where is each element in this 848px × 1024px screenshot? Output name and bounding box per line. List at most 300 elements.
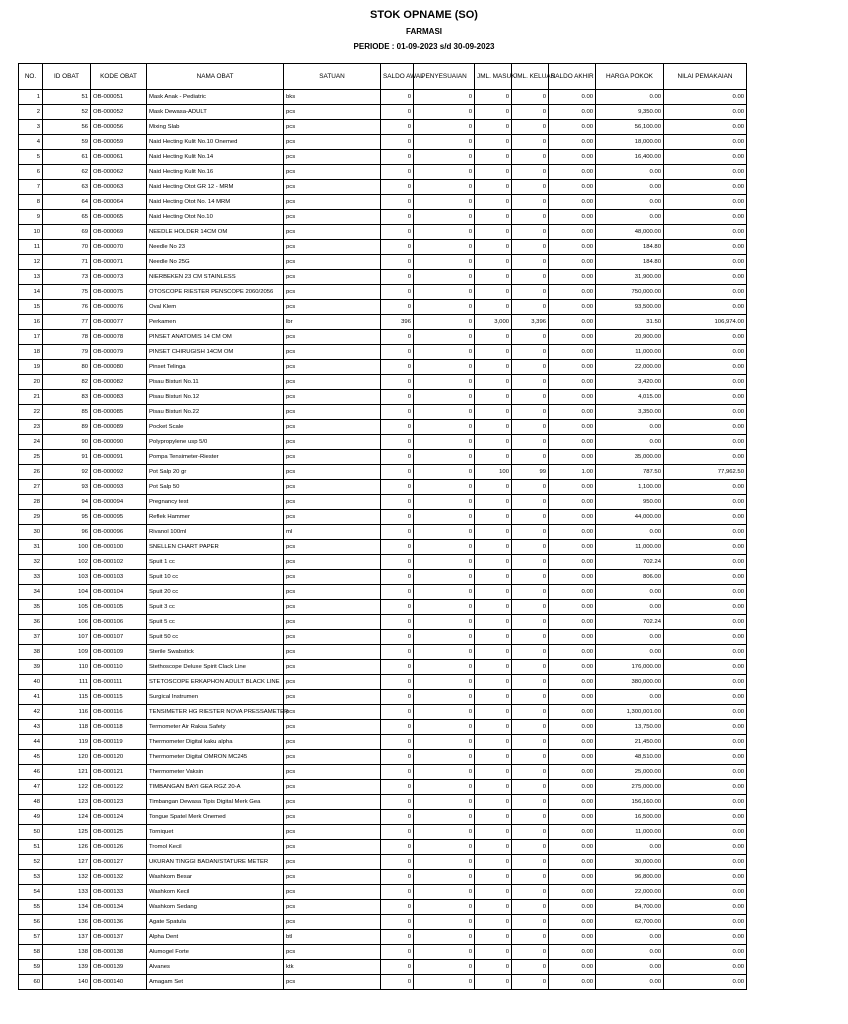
nama-obat-cell: Alpha Dent <box>147 930 284 945</box>
jml-keluar-cell: 0 <box>512 180 549 195</box>
nama-obat-cell: PINSET CHIRUGISH 14CM OM <box>147 345 284 360</box>
saldo-akhir-cell: 0.00 <box>549 405 596 420</box>
jml-masuk-cell: 0 <box>475 435 512 450</box>
kode-obat-cell: OB-000083 <box>91 390 147 405</box>
nilai-pemakaian-cell: 0.00 <box>664 105 747 120</box>
jml-keluar-cell: 99 <box>512 465 549 480</box>
jml-keluar-cell: 0 <box>512 630 549 645</box>
penyesuaian-cell: 0 <box>414 660 475 675</box>
id-obat-cell: 77 <box>43 315 91 330</box>
penyesuaian-cell: 0 <box>414 915 475 930</box>
satuan-cell: pcs <box>284 330 381 345</box>
table-row <box>19 900 747 915</box>
penyesuaian-cell: 0 <box>414 525 475 540</box>
nama-obat-cell: NIERBEKEN 23 CM STAINLESS <box>147 270 284 285</box>
penyesuaian-cell: 0 <box>414 900 475 915</box>
jml-masuk-cell: 0 <box>475 540 512 555</box>
nilai-pemakaian-cell: 0.00 <box>664 945 747 960</box>
nilai-pemakaian-cell: 0.00 <box>664 345 747 360</box>
satuan-cell: pcs <box>284 510 381 525</box>
jml-masuk-cell: 0 <box>475 165 512 180</box>
penyesuaian-cell: 0 <box>414 240 475 255</box>
saldo-akhir-cell: 0.00 <box>549 735 596 750</box>
id-obat-cell: 76 <box>43 300 91 315</box>
penyesuaian-cell: 0 <box>414 255 475 270</box>
satuan-cell: pcs <box>284 780 381 795</box>
saldo-akhir-cell: 0.00 <box>549 480 596 495</box>
table-row <box>19 705 747 720</box>
penyesuaian-cell: 0 <box>414 165 475 180</box>
saldo-akhir-cell: 0.00 <box>549 705 596 720</box>
jml-keluar-cell: 0 <box>512 855 549 870</box>
saldo-akhir-cell: 0.00 <box>549 630 596 645</box>
jml-masuk-cell: 0 <box>475 735 512 750</box>
saldo-awal-cell: 0 <box>381 735 414 750</box>
id-obat-cell: 56 <box>43 120 91 135</box>
harga-pokok-cell: 806.00 <box>596 570 664 585</box>
saldo-awal-cell: 0 <box>381 180 414 195</box>
harga-pokok-cell: 702.24 <box>596 555 664 570</box>
saldo-awal-cell: 0 <box>381 675 414 690</box>
penyesuaian-cell: 0 <box>414 975 475 990</box>
jml-masuk-cell: 0 <box>475 135 512 150</box>
table-row <box>19 930 747 945</box>
column-header: SALDO AKHIR <box>549 64 596 90</box>
nilai-pemakaian-cell: 0.00 <box>664 375 747 390</box>
kode-obat-cell: OB-000052 <box>91 105 147 120</box>
satuan-cell: pcs <box>284 480 381 495</box>
penyesuaian-cell: 0 <box>414 585 475 600</box>
id-obat-cell: 133 <box>43 885 91 900</box>
saldo-akhir-cell: 0.00 <box>549 210 596 225</box>
penyesuaian-cell: 0 <box>414 735 475 750</box>
satuan-cell: pcs <box>284 495 381 510</box>
table-row <box>19 765 747 780</box>
harga-pokok-cell: 3,350.00 <box>596 405 664 420</box>
nilai-pemakaian-cell: 0.00 <box>664 780 747 795</box>
nilai-pemakaian-cell: 0.00 <box>664 495 747 510</box>
id-obat-cell: 79 <box>43 345 91 360</box>
kode-obat-cell: OB-000073 <box>91 270 147 285</box>
id-obat-cell: 120 <box>43 750 91 765</box>
nilai-pemakaian-cell: 0.00 <box>664 975 747 990</box>
satuan-cell: pcs <box>284 450 381 465</box>
saldo-awal-cell: 0 <box>381 615 414 630</box>
kode-obat-cell: OB-000124 <box>91 810 147 825</box>
harga-pokok-cell: 0.00 <box>596 630 664 645</box>
row-number-cell: 56 <box>19 915 43 930</box>
table-body <box>19 90 747 990</box>
jml-masuk-cell: 0 <box>475 960 512 975</box>
saldo-awal-cell: 0 <box>381 420 414 435</box>
saldo-awal-cell: 0 <box>381 630 414 645</box>
harga-pokok-cell: 750,000.00 <box>596 285 664 300</box>
harga-pokok-cell: 11,000.00 <box>596 825 664 840</box>
jml-masuk-cell: 0 <box>475 150 512 165</box>
table-row <box>19 870 747 885</box>
row-number-cell: 23 <box>19 420 43 435</box>
jml-masuk-cell: 100 <box>475 465 512 480</box>
kode-obat-cell: OB-000090 <box>91 435 147 450</box>
nama-obat-cell: Spuit 5 cc <box>147 615 284 630</box>
penyesuaian-cell: 0 <box>414 420 475 435</box>
saldo-akhir-cell: 0.00 <box>549 945 596 960</box>
jml-masuk-cell: 0 <box>475 420 512 435</box>
jml-keluar-cell: 0 <box>512 525 549 540</box>
penyesuaian-cell: 0 <box>414 510 475 525</box>
jml-keluar-cell: 0 <box>512 495 549 510</box>
id-obat-cell: 89 <box>43 420 91 435</box>
id-obat-cell: 125 <box>43 825 91 840</box>
row-number-cell: 1 <box>19 90 43 105</box>
id-obat-cell: 70 <box>43 240 91 255</box>
nilai-pemakaian-cell: 0.00 <box>664 660 747 675</box>
jml-keluar-cell: 0 <box>512 540 549 555</box>
column-header: SALDO AWAL <box>381 64 414 90</box>
penyesuaian-cell: 0 <box>414 315 475 330</box>
jml-masuk-cell: 0 <box>475 345 512 360</box>
jml-masuk-cell: 0 <box>475 690 512 705</box>
jml-keluar-cell: 0 <box>512 945 549 960</box>
table-row <box>19 270 747 285</box>
penyesuaian-cell: 0 <box>414 675 475 690</box>
saldo-akhir-cell: 0.00 <box>549 270 596 285</box>
satuan-cell: pcs <box>284 555 381 570</box>
nilai-pemakaian-cell: 0.00 <box>664 870 747 885</box>
id-obat-cell: 65 <box>43 210 91 225</box>
row-number-cell: 18 <box>19 345 43 360</box>
kode-obat-cell: OB-000111 <box>91 675 147 690</box>
jml-masuk-cell: 0 <box>475 510 512 525</box>
jml-keluar-cell: 0 <box>512 375 549 390</box>
column-header: NAMA OBAT <box>147 64 284 90</box>
satuan-cell: pcs <box>284 120 381 135</box>
nama-obat-cell: Reflek Hammer <box>147 510 284 525</box>
saldo-akhir-cell: 0.00 <box>549 450 596 465</box>
nama-obat-cell: Tromol Kecil <box>147 840 284 855</box>
saldo-awal-cell: 0 <box>381 255 414 270</box>
nama-obat-cell: Surgical Instrumen <box>147 690 284 705</box>
id-obat-cell: 137 <box>43 930 91 945</box>
jml-keluar-cell: 0 <box>512 330 549 345</box>
jml-masuk-cell: 0 <box>475 855 512 870</box>
jml-keluar-cell: 0 <box>512 780 549 795</box>
kode-obat-cell: OB-000126 <box>91 840 147 855</box>
jml-keluar-cell: 0 <box>512 690 549 705</box>
penyesuaian-cell: 0 <box>414 465 475 480</box>
penyesuaian-cell: 0 <box>414 285 475 300</box>
id-obat-cell: 105 <box>43 600 91 615</box>
jml-keluar-cell: 0 <box>512 960 549 975</box>
nilai-pemakaian-cell: 0.00 <box>664 645 747 660</box>
nilai-pemakaian-cell: 0.00 <box>664 180 747 195</box>
nilai-pemakaian-cell: 0.00 <box>664 900 747 915</box>
table-row <box>19 135 747 150</box>
saldo-awal-cell: 0 <box>381 645 414 660</box>
kode-obat-cell: OB-000061 <box>91 150 147 165</box>
row-number-cell: 59 <box>19 960 43 975</box>
jml-keluar-cell: 0 <box>512 105 549 120</box>
harga-pokok-cell: 18,000.00 <box>596 135 664 150</box>
satuan-cell: pcs <box>284 270 381 285</box>
penyesuaian-cell: 0 <box>414 780 475 795</box>
harga-pokok-cell: 11,000.00 <box>596 540 664 555</box>
harga-pokok-cell: 184.80 <box>596 255 664 270</box>
jml-keluar-cell: 0 <box>512 810 549 825</box>
saldo-akhir-cell: 0.00 <box>549 285 596 300</box>
id-obat-cell: 73 <box>43 270 91 285</box>
jml-masuk-cell: 0 <box>475 210 512 225</box>
saldo-awal-cell: 0 <box>381 840 414 855</box>
row-number-cell: 7 <box>19 180 43 195</box>
saldo-akhir-cell: 0.00 <box>549 900 596 915</box>
nilai-pemakaian-cell: 0.00 <box>664 615 747 630</box>
kode-obat-cell: OB-000125 <box>91 825 147 840</box>
nama-obat-cell: Rivanol 100ml <box>147 525 284 540</box>
id-obat-cell: 80 <box>43 360 91 375</box>
kode-obat-cell: OB-000140 <box>91 975 147 990</box>
jml-masuk-cell: 0 <box>475 285 512 300</box>
table-row <box>19 90 747 105</box>
nama-obat-cell: Thermometer Vaksin <box>147 765 284 780</box>
nama-obat-cell: Pisau Bisturi No.12 <box>147 390 284 405</box>
nilai-pemakaian-cell: 0.00 <box>664 405 747 420</box>
harga-pokok-cell: 0.00 <box>596 840 664 855</box>
table-row <box>19 255 747 270</box>
table-row <box>19 525 747 540</box>
nilai-pemakaian-cell: 0.00 <box>664 420 747 435</box>
nama-obat-cell: OTOSCOPE RIESTER PENSCOPE 2060/2056 <box>147 285 284 300</box>
table-row <box>19 570 747 585</box>
kode-obat-cell: OB-000075 <box>91 285 147 300</box>
row-number-cell: 50 <box>19 825 43 840</box>
jml-masuk-cell: 0 <box>475 585 512 600</box>
table-row <box>19 120 747 135</box>
kode-obat-cell: OB-000051 <box>91 90 147 105</box>
saldo-awal-cell: 0 <box>381 375 414 390</box>
saldo-awal-cell: 0 <box>381 300 414 315</box>
row-number-cell: 45 <box>19 750 43 765</box>
table-row <box>19 390 747 405</box>
penyesuaian-cell: 0 <box>414 225 475 240</box>
kode-obat-cell: OB-000056 <box>91 120 147 135</box>
saldo-awal-cell: 0 <box>381 660 414 675</box>
row-number-cell: 8 <box>19 195 43 210</box>
jml-masuk-cell: 0 <box>475 945 512 960</box>
jml-masuk-cell: 0 <box>475 675 512 690</box>
satuan-cell: lbr <box>284 315 381 330</box>
id-obat-cell: 124 <box>43 810 91 825</box>
saldo-awal-cell: 0 <box>381 780 414 795</box>
harga-pokok-cell: 1,100.00 <box>596 480 664 495</box>
row-number-cell: 3 <box>19 120 43 135</box>
harga-pokok-cell: 56,100.00 <box>596 120 664 135</box>
row-number-cell: 44 <box>19 735 43 750</box>
row-number-cell: 30 <box>19 525 43 540</box>
table-row <box>19 300 747 315</box>
column-header: NO. <box>19 64 43 90</box>
saldo-akhir-cell: 0.00 <box>549 390 596 405</box>
row-number-cell: 57 <box>19 930 43 945</box>
jml-keluar-cell: 0 <box>512 390 549 405</box>
id-obat-cell: 94 <box>43 495 91 510</box>
table-row <box>19 630 747 645</box>
saldo-akhir-cell: 0.00 <box>549 720 596 735</box>
table-row <box>19 825 747 840</box>
id-obat-cell: 136 <box>43 915 91 930</box>
jml-keluar-cell: 0 <box>512 975 549 990</box>
kode-obat-cell: OB-000076 <box>91 300 147 315</box>
penyesuaian-cell: 0 <box>414 435 475 450</box>
id-obat-cell: 111 <box>43 675 91 690</box>
saldo-akhir-cell: 0.00 <box>549 645 596 660</box>
jml-masuk-cell: 0 <box>475 705 512 720</box>
saldo-awal-cell: 0 <box>381 330 414 345</box>
jml-keluar-cell: 0 <box>512 240 549 255</box>
penyesuaian-cell: 0 <box>414 300 475 315</box>
saldo-awal-cell: 0 <box>381 555 414 570</box>
jml-keluar-cell: 0 <box>512 825 549 840</box>
penyesuaian-cell: 0 <box>414 495 475 510</box>
saldo-awal-cell: 0 <box>381 930 414 945</box>
saldo-akhir-cell: 0.00 <box>549 870 596 885</box>
nilai-pemakaian-cell: 0.00 <box>664 435 747 450</box>
saldo-awal-cell: 0 <box>381 165 414 180</box>
harga-pokok-cell: 48,510.00 <box>596 750 664 765</box>
saldo-akhir-cell: 0.00 <box>549 570 596 585</box>
satuan-cell: pcs <box>284 615 381 630</box>
id-obat-cell: 51 <box>43 90 91 105</box>
nilai-pemakaian-cell: 0.00 <box>664 555 747 570</box>
harga-pokok-cell: 0.00 <box>596 930 664 945</box>
saldo-awal-cell: 0 <box>381 345 414 360</box>
nilai-pemakaian-cell: 0.00 <box>664 525 747 540</box>
row-number-cell: 29 <box>19 510 43 525</box>
saldo-akhir-cell: 0.00 <box>549 90 596 105</box>
id-obat-cell: 122 <box>43 780 91 795</box>
row-number-cell: 19 <box>19 360 43 375</box>
nama-obat-cell: Pisau Bisturi No.22 <box>147 405 284 420</box>
saldo-awal-cell: 0 <box>381 750 414 765</box>
kode-obat-cell: OB-000082 <box>91 375 147 390</box>
jml-masuk-cell: 0 <box>475 765 512 780</box>
harga-pokok-cell: 62,700.00 <box>596 915 664 930</box>
penyesuaian-cell: 0 <box>414 870 475 885</box>
harga-pokok-cell: 0.00 <box>596 435 664 450</box>
saldo-awal-cell: 0 <box>381 135 414 150</box>
row-number-cell: 5 <box>19 150 43 165</box>
harga-pokok-cell: 0.00 <box>596 525 664 540</box>
satuan-cell: pcs <box>284 420 381 435</box>
jml-masuk-cell: 0 <box>475 810 512 825</box>
saldo-awal-cell: 0 <box>381 825 414 840</box>
jml-masuk-cell: 0 <box>475 615 512 630</box>
saldo-awal-cell: 0 <box>381 600 414 615</box>
satuan-cell: pcs <box>284 720 381 735</box>
jml-masuk-cell: 0 <box>475 255 512 270</box>
jml-masuk-cell: 0 <box>475 930 512 945</box>
satuan-cell: pcs <box>284 975 381 990</box>
harga-pokok-cell: 16,400.00 <box>596 150 664 165</box>
harga-pokok-cell: 0.00 <box>596 600 664 615</box>
table-row <box>19 105 747 120</box>
satuan-cell: pcs <box>284 810 381 825</box>
penyesuaian-cell: 0 <box>414 945 475 960</box>
column-header: SATUAN <box>284 64 381 90</box>
row-number-cell: 35 <box>19 600 43 615</box>
kode-obat-cell: OB-000116 <box>91 705 147 720</box>
saldo-awal-cell: 0 <box>381 435 414 450</box>
satuan-cell: pcs <box>284 360 381 375</box>
harga-pokok-cell: 156,160.00 <box>596 795 664 810</box>
jml-masuk-cell: 0 <box>475 630 512 645</box>
table-row <box>19 555 747 570</box>
penyesuaian-cell: 0 <box>414 645 475 660</box>
jml-masuk-cell: 0 <box>475 450 512 465</box>
jml-masuk-cell: 0 <box>475 900 512 915</box>
saldo-awal-cell: 0 <box>381 810 414 825</box>
saldo-awal-cell: 0 <box>381 360 414 375</box>
jml-masuk-cell: 0 <box>475 495 512 510</box>
kode-obat-cell: OB-000092 <box>91 465 147 480</box>
saldo-akhir-cell: 0.00 <box>549 540 596 555</box>
id-obat-cell: 119 <box>43 735 91 750</box>
jml-keluar-cell: 0 <box>512 615 549 630</box>
jml-masuk-cell: 0 <box>475 885 512 900</box>
table-row <box>19 645 747 660</box>
harga-pokok-cell: 0.00 <box>596 585 664 600</box>
saldo-akhir-cell: 0.00 <box>549 165 596 180</box>
table-row <box>19 975 747 990</box>
saldo-akhir-cell: 0.00 <box>549 360 596 375</box>
saldo-akhir-cell: 0.00 <box>549 510 596 525</box>
saldo-awal-cell: 0 <box>381 450 414 465</box>
row-number-cell: 60 <box>19 975 43 990</box>
table-row <box>19 585 747 600</box>
saldo-akhir-cell: 0.00 <box>549 600 596 615</box>
saldo-awal-cell: 0 <box>381 285 414 300</box>
table-row <box>19 465 747 480</box>
id-obat-cell: 64 <box>43 195 91 210</box>
kode-obat-cell: OB-000093 <box>91 480 147 495</box>
saldo-awal-cell: 0 <box>381 885 414 900</box>
jml-keluar-cell: 0 <box>512 90 549 105</box>
nama-obat-cell: TIMBANGAN BAYI GEA RGZ 20-A <box>147 780 284 795</box>
id-obat-cell: 59 <box>43 135 91 150</box>
kode-obat-cell: OB-000132 <box>91 870 147 885</box>
saldo-akhir-cell: 0.00 <box>549 810 596 825</box>
nama-obat-cell: Thermometer Digital kaku alpha <box>147 735 284 750</box>
penyesuaian-cell: 0 <box>414 540 475 555</box>
row-number-cell: 51 <box>19 840 43 855</box>
penyesuaian-cell: 0 <box>414 765 475 780</box>
nama-obat-cell: Pot Salp 20 gr <box>147 465 284 480</box>
nilai-pemakaian-cell: 0.00 <box>664 750 747 765</box>
nama-obat-cell: Polypropylene usp 5/0 <box>147 435 284 450</box>
kode-obat-cell: OB-000096 <box>91 525 147 540</box>
table-row <box>19 510 747 525</box>
jml-masuk-cell: 0 <box>475 600 512 615</box>
column-header: PENYESUAIAN <box>414 64 475 90</box>
id-obat-cell: 115 <box>43 690 91 705</box>
table-row <box>19 600 747 615</box>
row-number-cell: 13 <box>19 270 43 285</box>
satuan-cell: pcs <box>284 375 381 390</box>
kode-obat-cell: OB-000104 <box>91 585 147 600</box>
nilai-pemakaian-cell: 0.00 <box>664 330 747 345</box>
nilai-pemakaian-cell: 0.00 <box>664 690 747 705</box>
saldo-akhir-cell: 0.00 <box>549 840 596 855</box>
